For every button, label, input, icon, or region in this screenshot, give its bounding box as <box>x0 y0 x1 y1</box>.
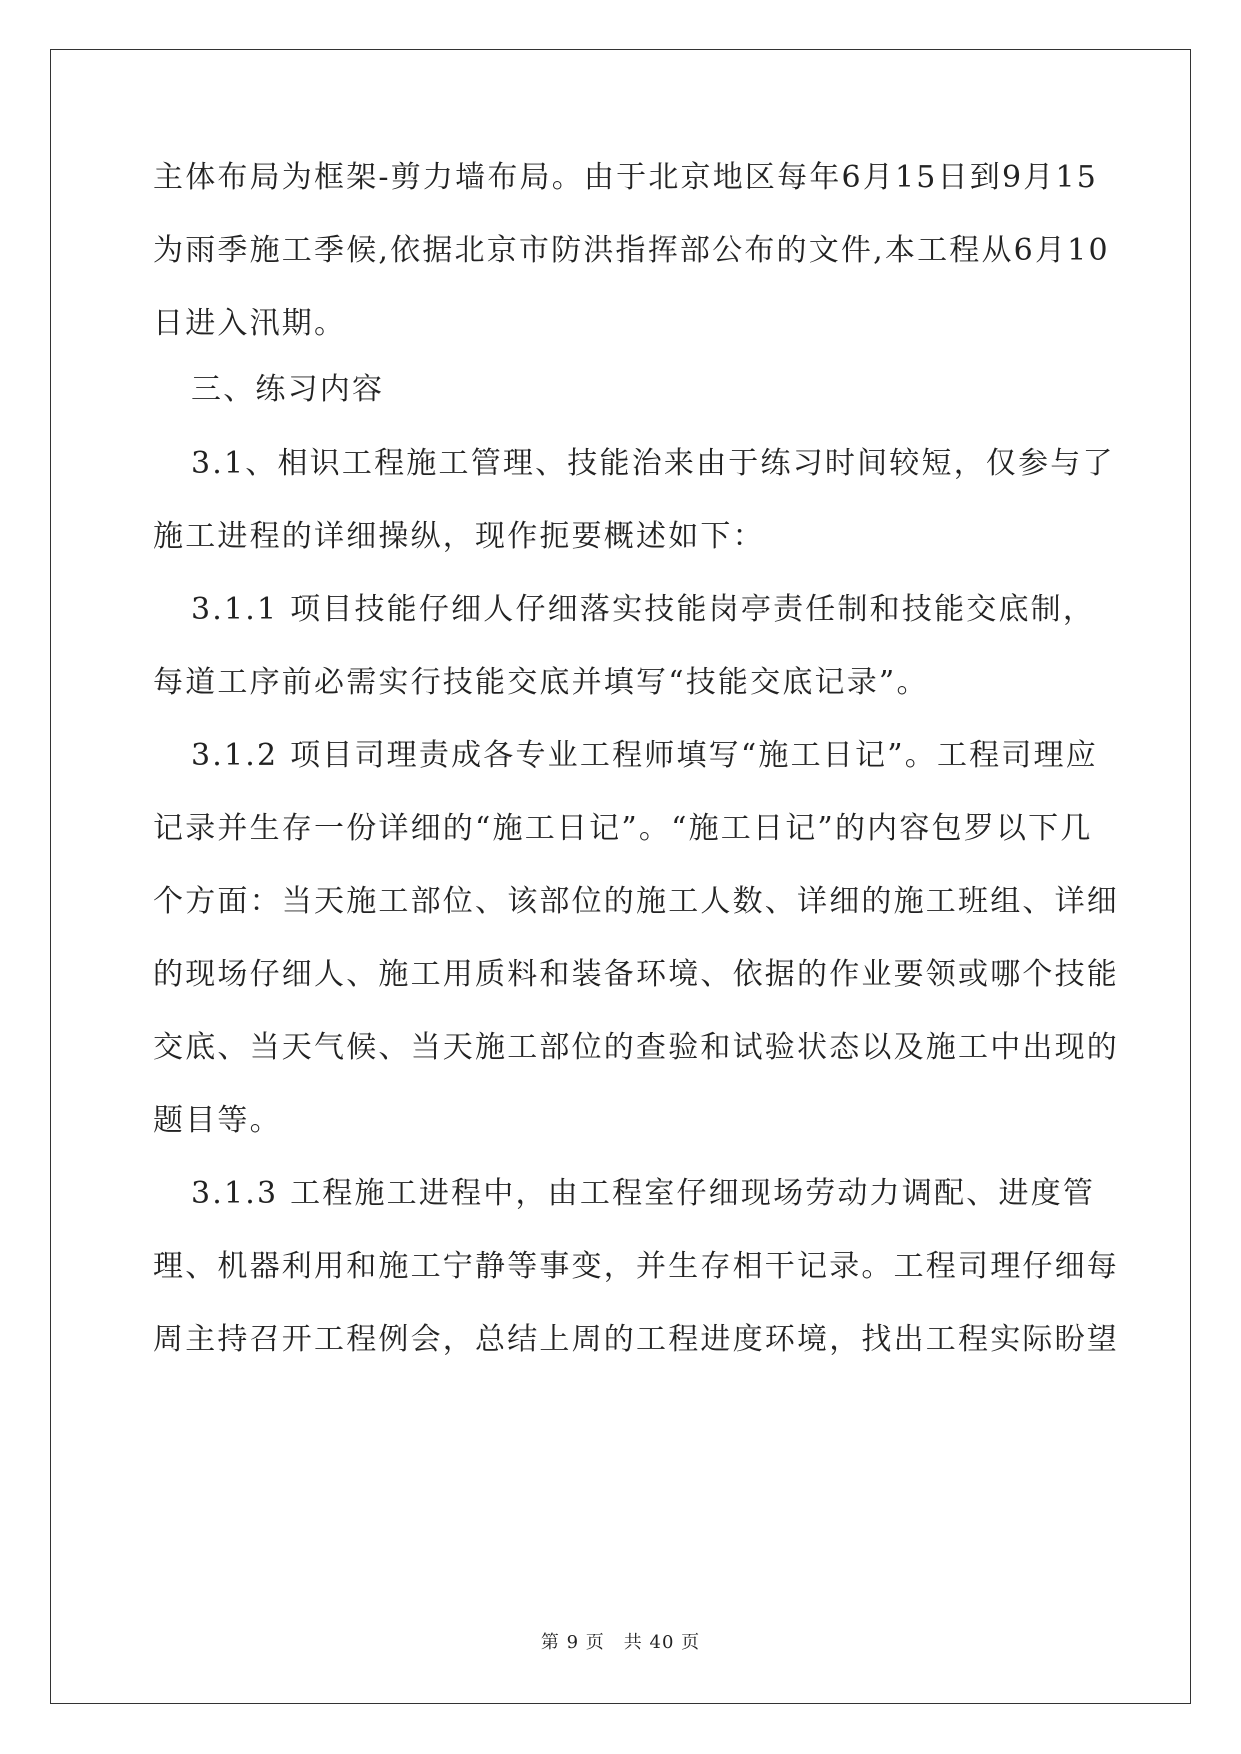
body-line-1: 主体布局为框架-剪力墙布局。由于北京地区每年6月15日到9月15 <box>153 160 1099 195</box>
page-border <box>50 49 1191 1704</box>
body-line-12: 的现场仔细人、施工用质料和装备环境、依据的作业要领或哪个技能 <box>153 957 1119 992</box>
section-heading: 三、练习内容 <box>191 372 385 407</box>
body-line-15: 3.1.3 工程施工进程中，由工程室仔细现场劳动力调配、进度管 <box>191 1176 1096 1211</box>
body-line-7: 3.1.1 项目技能仔细人仔细落实技能岗亭责任制和技能交底制， <box>191 592 1096 627</box>
body-line-2: 为雨季施工季候,依据北京市防洪指挥部公布的文件,本工程从6月10 <box>153 233 1110 268</box>
body-line-6: 施工进程的详细操纵，现作扼要概述如下： <box>153 519 765 554</box>
body-line-3: 日进入汛期。 <box>153 306 347 341</box>
body-line-14: 题目等。 <box>153 1103 282 1138</box>
body-line-17: 周主持召开工程例会，总结上周的工程进度环境，找出工程实际盼望 <box>153 1322 1119 1357</box>
body-line-5: 3.1、相识工程施工管理、技能治来由于练习时间较短，仅参与了 <box>191 446 1115 481</box>
body-line-13: 交底、当天气候、当天施工部位的查验和试验状态以及施工中出现的 <box>153 1030 1119 1065</box>
page-number-footer: 第 9 页 共 40 页 <box>540 1632 701 1653</box>
body-line-10: 记录并生存一份详细的“施工日记”。“施工日记”的内容包罗以下几 <box>153 811 1093 846</box>
body-line-9: 3.1.2 项目司理责成各专业工程师填写“施工日记”。工程司理应 <box>191 738 1098 773</box>
body-line-11: 个方面：当天施工部位、该部位的施工人数、详细的施工班组、详细 <box>153 884 1119 919</box>
body-line-8: 每道工序前必需实行技能交底并填写“技能交底记录”。 <box>153 665 929 700</box>
body-line-16: 理、机器利用和施工宁静等事变，并生存相干记录。工程司理仔细每 <box>153 1249 1119 1284</box>
